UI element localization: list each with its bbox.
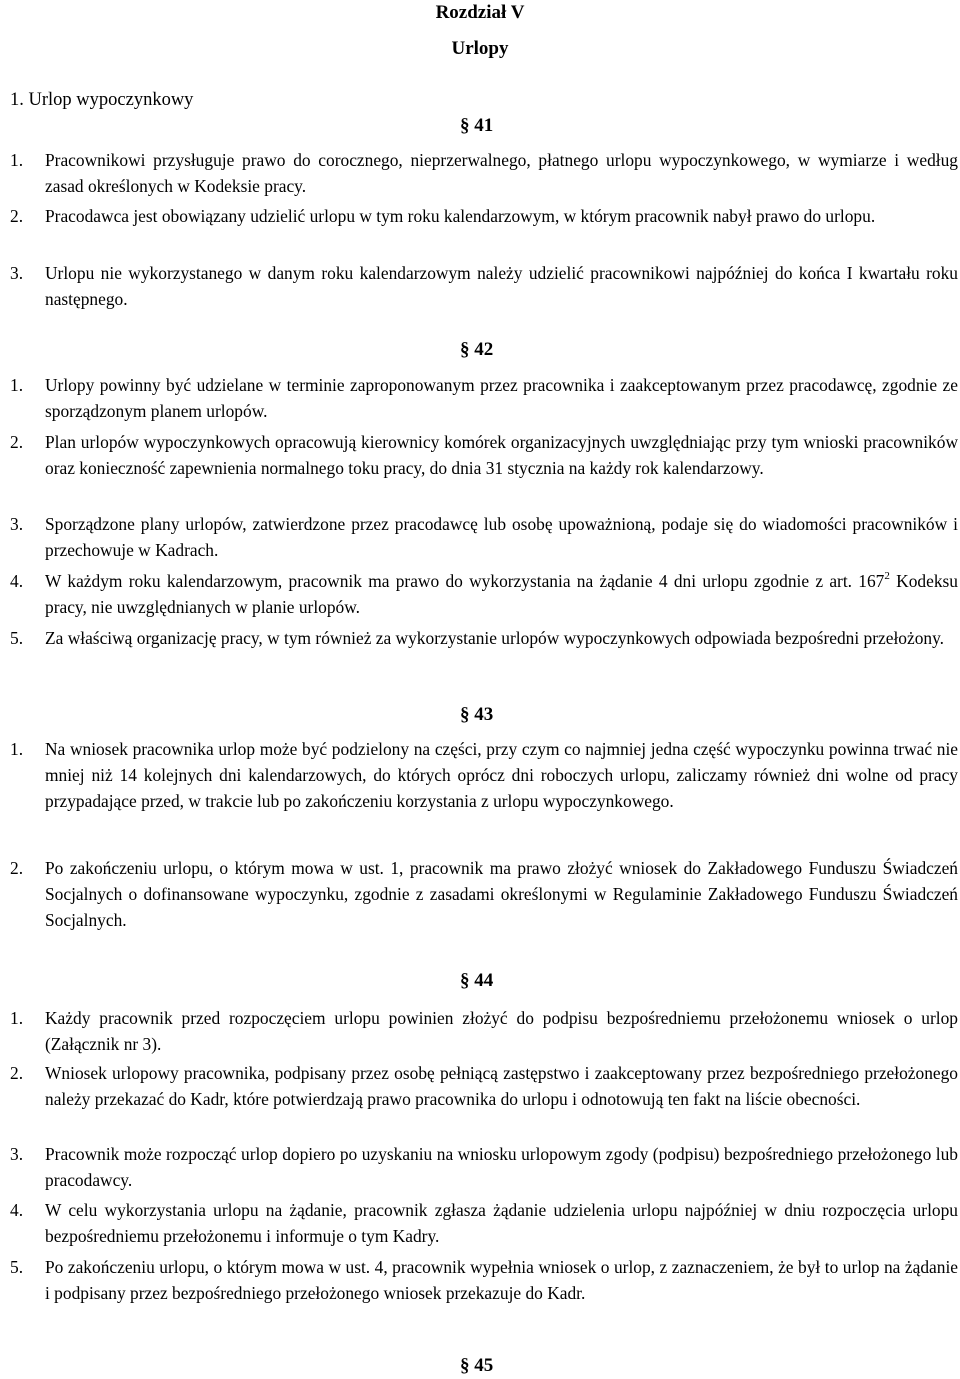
- list-item: [10, 1197, 958, 1249]
- item-number: 1.: [10, 739, 24, 759]
- item-text: Plan urlopów wypoczynkowych opracowują kierownicy komórek organizacyjnych uwzględniając przy tym wnioski pracowników oraz konieczność zapewnienia normalnego toku pracy, do dnia 31 stycznia na każdy rok kalendarzowy.: [45, 432, 958, 478]
- item-text: Urlopy powinny być udzielane w terminie zaproponowanym przez pracownika i zaakceptowanym przez pracodawcę, zgodnie ze sporządzonym planem urlopów.: [45, 375, 958, 421]
- list-item: [10, 568, 958, 620]
- chapter-title: Urlopy: [451, 38, 509, 59]
- item-text-before: W każdym roku kalendarzowym, pracownik ma prawo do wykorzystania na żądanie 4 dni urlopu zgodnie z art. 167: [45, 571, 885, 591]
- item-text: Każdy pracownik przed rozpoczęciem urlopu powinien złożyć do podpisu bezpośredniemu przełożonemu wniosek o urlop (Załącznik nr 3).: [45, 1008, 958, 1054]
- list-item: [10, 1254, 958, 1332]
- item-text: Pracownikowi przysługuje prawo do corocznego, nieprzerwalnego, płatnego urlopu wypoczynkowego, w wymiarze i według zasad określonych w Kodeksie pracy.: [45, 150, 958, 196]
- paragraph-mark: § 41: [460, 115, 494, 136]
- list-item: [10, 429, 958, 507]
- paragraph-mark: § 42: [460, 339, 494, 360]
- list-item: [10, 260, 958, 312]
- item-number: 3.: [10, 1144, 24, 1164]
- item-text: Sporządzone plany urlopów, zatwierdzone przez pracodawcę lub osobę upoważnioną, podaje się do wiadomości pracowników i przechowuje w Kadrach.: [45, 514, 958, 560]
- list-item: [10, 1005, 958, 1057]
- item-text: Wniosek urlopowy pracownika, podpisany przez osobę pełniącą zastępstwo i zaakceptowany przez bezpośredniego przełożonego należy przekazać do Kadr, które potwierdzają prawo pracownika do urlopu i odnotowują ten fakt na liście obecności.: [45, 1063, 958, 1109]
- list-item: [10, 1060, 958, 1138]
- item-number: 3.: [10, 514, 24, 534]
- item-number: 1.: [10, 1008, 24, 1028]
- item-text: [45, 568, 958, 620]
- list-item: [10, 203, 958, 255]
- item-number: 2.: [10, 206, 24, 226]
- item-text: Pracodawca jest obowiązany udzielić urlopu w tym roku kalendarzowym, w którym pracownik nabył prawo do urlopu.: [45, 206, 876, 226]
- list-item: [10, 625, 958, 677]
- item-number: 3.: [10, 263, 24, 283]
- chapter-number: Rozdział V: [435, 2, 525, 23]
- item-text: Urlopu nie wykorzystanego w danym roku kalendarzowym należy udzielić pracownikowi najpóźniej do końca I kwartału roku następnego.: [45, 263, 958, 309]
- list-item: [10, 372, 958, 424]
- paragraph-mark: § 45: [460, 1355, 494, 1376]
- item-number: 1.: [10, 375, 24, 395]
- item-text: Po zakończeniu urlopu, o którym mowa w ust. 4, pracownik wypełnia wniosek o urlop, z zaznaczeniem, że był to urlop na żądanie i podpisany przez bezpośredniego przełożonego wniosek przekazuje do Kadr.: [45, 1257, 958, 1303]
- list-item: [10, 855, 958, 933]
- item-number: 2.: [10, 432, 24, 452]
- item-text: Pracownik może rozpocząć urlop dopiero po uzyskaniu na wniosku urlopowym zgody (podpisu) bezpośredniego przełożonego lub pracodawcy.: [45, 1144, 958, 1190]
- item-text: Za właściwą organizację pracy, w tym również za wykorzystanie urlopów wypoczynkowych odpowiada bezpośredni przełożony.: [45, 628, 944, 648]
- item-text-after: Kodeksu pracy, nie uwzględnianych w planie urlopów.: [45, 571, 958, 617]
- item-text: W celu wykorzystania urlopu na żądanie, pracownik zgłasza żądanie udzielenia urlopu najpóźniej w dniu rozpoczęcia urlopu bezpośredniemu przełożonemu i informuje o tym Kadry.: [45, 1200, 958, 1246]
- item-text: Po zakończeniu urlopu, o którym mowa w ust. 1, pracownik ma prawo złożyć wniosek do Zakładowego Funduszu Świadczeń Socjalnych o dofinansowane wypoczynku, zgodnie z zasadami określonymi w Regulaminie Zakładowego Funduszu Świadczeń Socjalnych.: [45, 858, 958, 930]
- item-number: 5.: [10, 1257, 24, 1277]
- paragraph-mark: § 43: [460, 704, 494, 725]
- item-number: 4.: [10, 1200, 24, 1220]
- item-number: 2.: [10, 858, 24, 878]
- item-number: 1.: [10, 150, 24, 170]
- item-number: 2.: [10, 1063, 24, 1083]
- list-item: [10, 736, 958, 840]
- item-number: 4.: [10, 571, 24, 591]
- superscript: 2: [884, 570, 890, 583]
- section-title: 1. Urlop wypoczynkowy: [10, 90, 194, 110]
- list-item: [10, 147, 958, 199]
- paragraph-mark: § 44: [460, 970, 494, 991]
- list-item: [10, 1141, 958, 1193]
- list-item: [10, 511, 958, 563]
- item-number: 5.: [10, 628, 24, 648]
- item-text: Na wniosek pracownika urlop może być podzielony na części, przy czym co najmniej jedna część wypoczynku powinna trwać nie mniej niż 14 kolejnych dni kalendarzowych, do których oprócz dni roboczych urlopu, zaliczamy również dni wolne od pracy przypadające przed, w trakcie lub po zakończeniu korzystania z urlopu wypoczynkowego.: [45, 739, 958, 811]
